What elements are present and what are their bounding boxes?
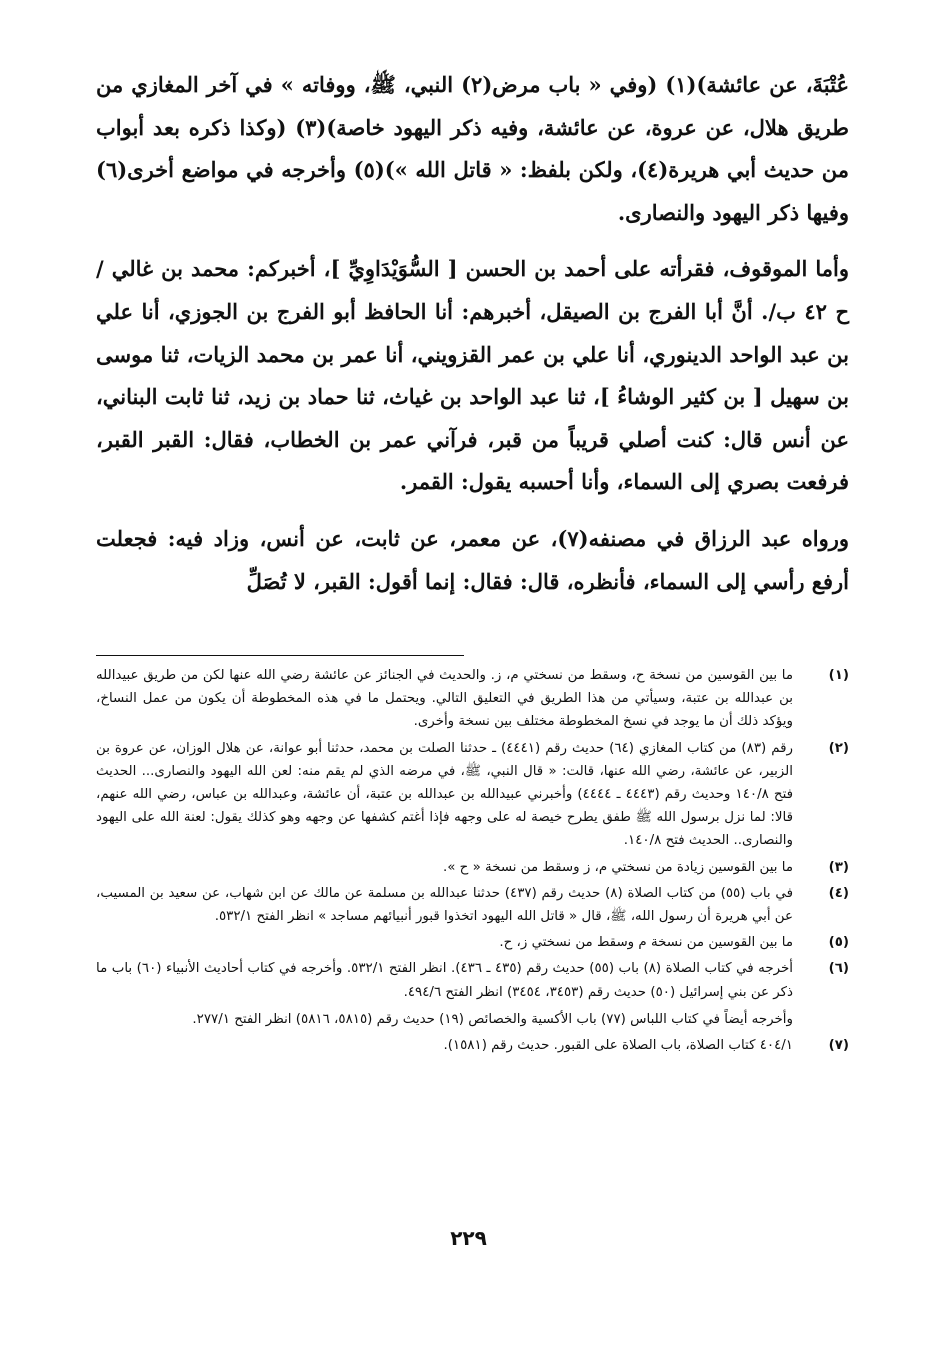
footnote-number: (٥): [828, 935, 849, 951]
footnote-number: (٦): [828, 961, 849, 977]
footnote-number: (٣): [828, 859, 849, 875]
footnote-6-continuation: وأخرجه أيضاً في كتاب اللباس (٧٧) باب الأكسية والخصائص (١٩) حديث رقم (٥٨١٥، ٥٨١٦) انظر الفتح ٢٧٧/١.: [192, 1011, 793, 1027]
footnote-2: [96, 737, 849, 853]
footnote-number: (٤): [828, 885, 849, 901]
footnote-number: (٧): [828, 1038, 849, 1054]
footnote-5: [96, 931, 849, 954]
footnote-text: أخرجه في كتاب الصلاة (٨) باب (٥٥) حديث رقم (٤٣٥ ـ ٤٣٦). انظر الفتح ٥٣٢/١. وأخرجه في كتاب أحاديث الأنبياء (٦٠) باب ما ذكر عن بني إسرائيل (٥٠) حديث رقم (٣٤٥٣، ٣٤٥٤) انظر الفتح ٤٩٤/٦.: [96, 961, 794, 1000]
footnote-text: ٤٠٤/١ كتاب الصلاة، باب الصلاة على القبور. حديث رقم (١٥٨١).: [443, 1038, 793, 1054]
footnotes: [96, 664, 849, 1060]
footnote-number: (١): [828, 668, 849, 683]
footnote-text: في باب (٥٥) من كتاب الصلاة (٨) حديث رقم (٤٣٧) حدثنا عبدالله بن مسلمة عن مالك عن ابن شهاب، عن سعيد بن المسيب، عن أبي هريرة أن رسول الله، ﷺ، قال « قاتل الله اليهود اتخذوا قبور أنبيائهم مساجد » انظر الفتح ٥٣٢/١.: [96, 885, 793, 925]
footnote-number: (٢): [828, 740, 849, 756]
footnote-text: ما بين القوسين زيادة من نسختي م، ز وسقط من نسخة « ح ».: [442, 859, 793, 875]
footnote-4: [96, 882, 849, 928]
footnote-separator: [96, 655, 464, 656]
footnote-text: ما بين القوسين من نسخة م وسقط من نسختي ز، ح.: [499, 935, 793, 951]
footnote-6: [96, 957, 849, 1003]
main-text: [96, 64, 849, 603]
paragraph-3: ورواه عبد الرزاق في مصنفه(٧)، عن معمر، عن ثابت، عن أنس، وزاد فيه: فجعلت أرفع رأسي إلى السماء، فأنظره، قال: فقال: إنما أقول: القبر، لا تُصَلِّ: [96, 525, 849, 594]
footnote-text: ما بين القوسين من نسخة ح، وسقط من نسختي م، ز. والحديث في الجنائز عن عائشة رضي الله عنها لكن من طريق عبيدالله بن عبدالله بن عتبة، وسيأتي من هذا الطريق في التعليق التالي. ويحتمل ما في هذه المخطوطة أن يكون من عمل النساخ، ويؤكد ذلك أن ما يوجد في نسخ المخطوطة مختلف بين نسخة وأخرى.: [96, 668, 793, 730]
footnote-1: [96, 664, 849, 734]
footnote-3: [96, 856, 849, 879]
footnote-text: رقم (٨٣) من كتاب المغازي (٦٤) حديث رقم (٤٤٤١) ـ حدثنا الصلت بن محمد، حدثنا أبو عوانة، عن هلال الوزان، عن عروة بن الزبير، عن عائشة، رضي الله عنها، قالت: « قال النبي، ﷺ، في مرضه الذي لم يقم منه: لعن الله اليهود والنصارى... الحديث فتح ١٤٠/٨ وحديث رقم (٤٤٤٣ ـ ٤٤٤٤) وأخبرني عبيدالله بن عبدالله بن عتبة، أن عائشة، وعبدالله بن عباس، رضي الله عنهم، قالا: لما نزل برسول الله ﷺ طفق يطرح خيصة له على وجهه فإذا أغتم كشفها عن وجهه وهو كذلك يقول: لعنة الله على اليهود والنصارى.. الحديث فتح ١٤٠/٨.: [96, 740, 794, 849]
footnote-7: [96, 1034, 849, 1057]
paragraph-2: وأما الموقوف، فقرأته على أحمد بن الحسن [ السُّوَيْدَاوِيِّ ]، أخبركم: محمد بن غالي /ح ٤٢ ب/. أنَّ أبا الفرج بن الصيقل، أخبرهم: أنا الحافظ أبو الفرج بن الجوزي، أنا علي بن عبد الواحد الدينوري، أنا علي بن عمر القزويني، أنا عمر بن محمد الزيات، ثنا موسى بن سهيل [ بن كثير الوشاءُ ]، ثنا عبد الواحد بن غياث، ثنا حماد بن زيد، ثنا ثابت البناني، عن أنس قال: كنت أصلي قريباً من قبر، فرآني عمر بن الخطاب، فقال: القبر القبر، فرفعت بصري إلى السماء، وأنا أحسبه يقول: القمر.: [96, 256, 850, 495]
paragraph-1: عُتْبَةَ، عن عائشة)(١) (وفي « باب مرض(٢) النبي، ﷺ، ووفاته » في آخر المغازي من طريق هلال، عن عروة، عن عائشة، وفيه ذكر اليهود خاصة)(٣) (وكذا ذكره بعد أبواب من حديث أبي هريرة(٤)، ولكن بلفظ: « قاتل الله »)(٥) وأخرجه في مواضع أخرى(٦) وفيها ذكر اليهود والنصارى.: [96, 72, 850, 225]
page-number: ٢٢٩: [450, 1226, 487, 1250]
